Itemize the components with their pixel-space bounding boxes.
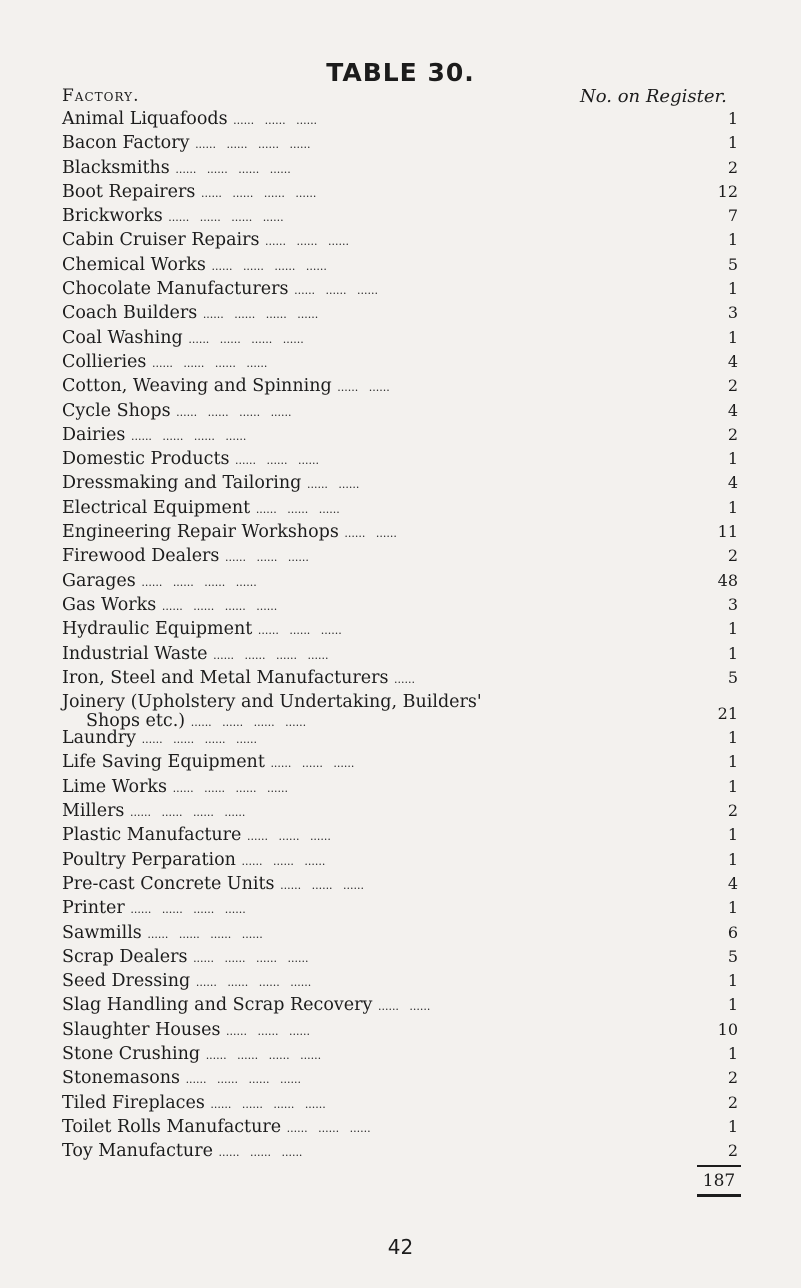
factory-table (62, 107, 742, 1163)
leader-dots: ...... ...... ...... ...... (200, 186, 317, 200)
factory-cell (62, 399, 292, 425)
factory-cell (62, 896, 246, 922)
leader-dots: ...... ...... (306, 478, 360, 492)
factory-name: Laundry (62, 728, 137, 749)
table-row (62, 775, 742, 799)
register-count: 12 (717, 181, 738, 201)
factory-cell (62, 1018, 310, 1044)
factory-cell (62, 204, 284, 230)
register-count: 1 (727, 327, 738, 347)
leader-dots: ...... ...... ...... ...... (202, 308, 319, 322)
factory-column-header: Factory. (62, 86, 140, 106)
factory-cell (62, 228, 349, 254)
table-row (62, 326, 742, 350)
factory-cell (62, 666, 415, 692)
leader-dots: ...... ...... ...... ...... (151, 356, 268, 370)
factory-name: Boot Repairers (62, 181, 196, 202)
factory-name: Gas Works (62, 594, 157, 615)
factory-name-continuation: Shops etc.) (86, 711, 186, 732)
register-count: 2 (727, 546, 738, 566)
register-count: 4 (727, 400, 738, 420)
factory-name: Garages (62, 570, 136, 591)
register-count: 2 (727, 1068, 738, 1088)
factory-name: Stone Crushing (62, 1043, 201, 1064)
leader-dots: ...... ...... ...... (280, 878, 365, 892)
register-count: 1 (727, 449, 738, 469)
factory-cell (62, 642, 328, 668)
leader-dots: ...... ...... (377, 1000, 431, 1014)
factory-cell (62, 423, 246, 449)
factory-cell (62, 775, 288, 801)
table-row (62, 301, 742, 325)
register-count: 1 (727, 619, 738, 639)
table-title: TABLE 30. (326, 58, 475, 87)
table-row (62, 496, 742, 520)
factory-cell (62, 374, 390, 400)
register-count: 3 (727, 303, 738, 323)
factory-name: Cotton, Weaving and Spinning (62, 376, 332, 397)
leader-dots: ...... ...... ...... ...... (172, 781, 288, 795)
leader-dots: ...... ...... ...... (226, 1024, 310, 1038)
table-row (62, 1042, 742, 1066)
register-count: 2 (727, 376, 738, 396)
factory-name: Coal Washing (62, 327, 183, 348)
total-underline (697, 1194, 741, 1197)
table-row (62, 544, 742, 568)
register-count: 48 (717, 570, 738, 590)
register-count: 1 (727, 898, 738, 918)
register-count: 2 (727, 1092, 738, 1112)
factory-name: Toy Manufacture (62, 1141, 213, 1162)
table-row (62, 131, 742, 155)
factory-name: Electrical Equipment (62, 497, 251, 518)
factory-name: Hydraulic Equipment (62, 619, 253, 640)
table-row (62, 1115, 742, 1139)
leader-dots: ...... ...... ...... (233, 114, 318, 127)
factory-name: Printer (62, 898, 125, 919)
factory-cell (62, 277, 378, 303)
leader-dots: ...... ...... ...... ...... (185, 1073, 301, 1087)
table-row (62, 969, 742, 993)
factory-cell (62, 496, 340, 522)
leader-dots: ...... ...... ...... ...... (141, 575, 257, 589)
register-count: 1 (727, 776, 738, 796)
factory-cell (62, 993, 430, 1019)
factory-cell (62, 350, 267, 376)
register-count: 2 (727, 157, 738, 177)
table-row (62, 569, 742, 593)
leader-dots: ...... ...... ...... ...... (213, 648, 329, 662)
leader-dots: ...... (394, 672, 416, 686)
register-count: 2 (727, 1141, 738, 1161)
register-count: 6 (727, 922, 738, 942)
factory-cell (62, 726, 257, 752)
factory-name: Slag Handling and Scrap Recovery (62, 995, 373, 1016)
register-count: 1 (727, 825, 738, 845)
register-count: 1 (727, 133, 738, 153)
factory-name: Blacksmiths (62, 157, 170, 178)
factory-name: Cabin Cruiser Repairs (62, 230, 260, 251)
factory-name: Domestic Products (62, 449, 230, 470)
total-rule (697, 1165, 741, 1167)
leader-dots: ...... ...... ...... ...... (168, 211, 284, 225)
table-row (62, 350, 742, 374)
leader-dots: ...... ...... ...... ...... (175, 162, 291, 176)
register-count: 2 (727, 424, 738, 444)
table-row (62, 666, 742, 690)
register-count: 1 (727, 230, 738, 250)
factory-cell (62, 617, 342, 643)
register-count: 1 (727, 849, 738, 869)
factory-cell (62, 969, 311, 995)
table-row (62, 799, 742, 823)
leader-dots: ...... ...... ...... (270, 757, 355, 771)
page-number: 42 (387, 1235, 414, 1259)
table-row (62, 993, 742, 1017)
factory-cell (62, 156, 291, 182)
factory-cell (62, 253, 327, 279)
table-row (62, 1066, 742, 1090)
factory-name: Engineering Repair Workshops (62, 522, 339, 543)
table-row (62, 921, 742, 945)
register-count: 1 (727, 497, 738, 517)
table-row (62, 520, 742, 544)
register-count: 4 (727, 351, 738, 371)
leader-dots: ...... ...... ...... (257, 624, 342, 638)
factory-cell (62, 180, 316, 206)
table-row (62, 399, 742, 423)
register-count: 5 (727, 667, 738, 687)
table-row (62, 726, 742, 750)
factory-name: Stonemasons (62, 1068, 180, 1089)
leader-dots: ...... ...... ...... ...... (130, 806, 246, 820)
table-row (62, 423, 742, 447)
leader-dots: ...... ...... ...... ...... (210, 1097, 326, 1111)
factory-cell (62, 471, 359, 497)
register-total: 187 (702, 1171, 736, 1191)
table-row (62, 471, 742, 495)
table-row (62, 945, 742, 969)
register-column-header: No. on Register. (580, 86, 727, 107)
factory-name: Seed Dressing (62, 971, 191, 992)
factory-name: Scrap Dealers (62, 946, 188, 967)
leader-dots: ...... ...... ...... (286, 1121, 371, 1135)
leader-dots: ...... ...... ...... ...... (190, 716, 307, 730)
factory-name: Dairies (62, 424, 126, 445)
factory-cell (62, 1115, 371, 1141)
table-row (62, 896, 742, 920)
factory-name: Slaughter Houses (62, 1019, 221, 1040)
register-count: 1 (727, 1043, 738, 1063)
leader-dots: ...... ...... ...... (247, 830, 331, 844)
register-count: 3 (727, 594, 738, 614)
factory-name: Bacon Factory (62, 133, 190, 154)
leader-dots: ...... ...... ...... ...... (147, 927, 263, 941)
register-count: 1 (727, 971, 738, 991)
register-count: 1 (727, 279, 738, 299)
table-row (62, 823, 742, 847)
register-count: 1 (727, 728, 738, 748)
factory-cell (62, 750, 354, 776)
table-row (62, 593, 742, 617)
factory-name: Coach Builders (62, 303, 198, 324)
factory-cell (62, 945, 308, 971)
table-row (62, 690, 742, 732)
factory-cell (62, 569, 257, 595)
register-count: 1 (727, 752, 738, 772)
factory-name: Chocolate Manufacturers (62, 279, 289, 300)
factory-name: Firewood Dealers (62, 546, 220, 567)
leader-dots: ...... ...... ...... (224, 551, 309, 565)
register-count: 1 (727, 995, 738, 1015)
factory-cell (62, 823, 331, 849)
factory-name: Joinery (Upholstery and Undertaking, Builders' (62, 692, 482, 713)
factory-cell (62, 1066, 301, 1092)
factory-name: Iron, Steel and Metal Manufacturers (62, 667, 389, 688)
factory-cell (62, 447, 319, 473)
factory-cell (62, 131, 310, 157)
factory-name: Pre-cast Concrete Units (62, 873, 275, 894)
factory-name: Sawmills (62, 922, 142, 943)
table-row (62, 872, 742, 896)
leader-dots: ...... ...... ...... (235, 454, 319, 468)
table-row (62, 277, 742, 301)
leader-dots: ...... ...... ...... ...... (195, 976, 312, 990)
factory-cell (62, 1042, 321, 1068)
factory-name: Millers (62, 801, 125, 822)
factory-cell (62, 690, 482, 730)
register-count: 4 (727, 473, 738, 493)
register-count: 11 (717, 522, 738, 542)
leader-dots: ...... ...... (344, 527, 397, 541)
leader-dots: ...... ...... ...... ...... (188, 332, 304, 346)
factory-cell (62, 520, 397, 546)
table-row (62, 253, 742, 277)
table-row (62, 1091, 742, 1115)
factory-name: Industrial Waste (62, 643, 208, 664)
factory-cell (62, 326, 304, 352)
table-row (62, 642, 742, 666)
leader-dots: ...... ...... ...... (265, 235, 349, 249)
factory-name: Toilet Rolls Manufacture (62, 1116, 282, 1137)
leader-dots: ...... ...... ...... ...... (176, 405, 292, 419)
leader-dots: ...... ...... ...... ...... (130, 429, 247, 443)
factory-name: Cycle Shops (62, 400, 171, 421)
register-count: 5 (727, 254, 738, 274)
factory-cell (62, 921, 263, 947)
table-row (62, 180, 742, 204)
table-row (62, 848, 742, 872)
factory-name: Life Saving Equipment (62, 752, 265, 773)
factory-name: Lime Works (62, 776, 168, 797)
leader-dots: ...... ...... ...... ...... (195, 138, 311, 152)
register-count: 4 (727, 873, 738, 893)
register-count: 7 (727, 206, 738, 226)
factory-cell (62, 593, 277, 619)
leader-dots: ...... ...... ...... ...... (211, 259, 327, 273)
table-row (62, 1139, 742, 1163)
register-count: 21 (717, 704, 738, 724)
table-row (62, 107, 742, 131)
factory-cell (62, 1139, 302, 1165)
leader-dots: ...... ...... ...... (241, 854, 326, 868)
table-row (62, 1018, 742, 1042)
register-count: 1 (727, 1116, 738, 1136)
table-row (62, 617, 742, 641)
leader-dots: ...... ...... ...... (294, 284, 378, 298)
register-count: 10 (717, 1019, 738, 1039)
table-row (62, 447, 742, 471)
leader-dots: ...... ...... (337, 381, 390, 395)
factory-cell (62, 301, 318, 327)
leader-dots: ...... ...... ...... ...... (205, 1048, 322, 1062)
register-count: 1 (727, 109, 738, 128)
factory-name: Animal Liquafoods (62, 109, 228, 129)
factory-name: Brickworks (62, 206, 163, 227)
factory-name: Dressmaking and Tailoring (62, 473, 302, 494)
table-row (62, 374, 742, 398)
leader-dots: ...... ...... ...... (255, 502, 340, 516)
register-count: 1 (727, 643, 738, 663)
factory-name: Plastic Manufacture (62, 825, 242, 846)
table-row (62, 156, 742, 180)
register-count: 2 (727, 801, 738, 821)
leader-dots: ...... ...... ...... ...... (141, 733, 258, 747)
leader-dots: ...... ...... ...... ...... (130, 903, 246, 917)
leader-dots: ...... ...... ...... (218, 1146, 303, 1160)
leader-dots: ...... ...... ...... ...... (193, 951, 309, 965)
factory-cell (62, 872, 364, 898)
factory-name: Poultry Perparation (62, 849, 236, 870)
register-count: 5 (727, 946, 738, 966)
factory-cell (62, 799, 245, 825)
factory-name: Chemical Works (62, 254, 206, 275)
factory-name: Tiled Fireplaces (62, 1092, 205, 1113)
leader-dots: ...... ...... ...... ...... (161, 599, 278, 613)
factory-cell (62, 848, 325, 874)
factory-name: Collieries (62, 351, 147, 372)
factory-cell (62, 544, 309, 570)
table-row (62, 750, 742, 774)
table-row (62, 228, 742, 252)
factory-cell (62, 1091, 326, 1117)
factory-cell (62, 107, 317, 133)
table-row (62, 204, 742, 228)
